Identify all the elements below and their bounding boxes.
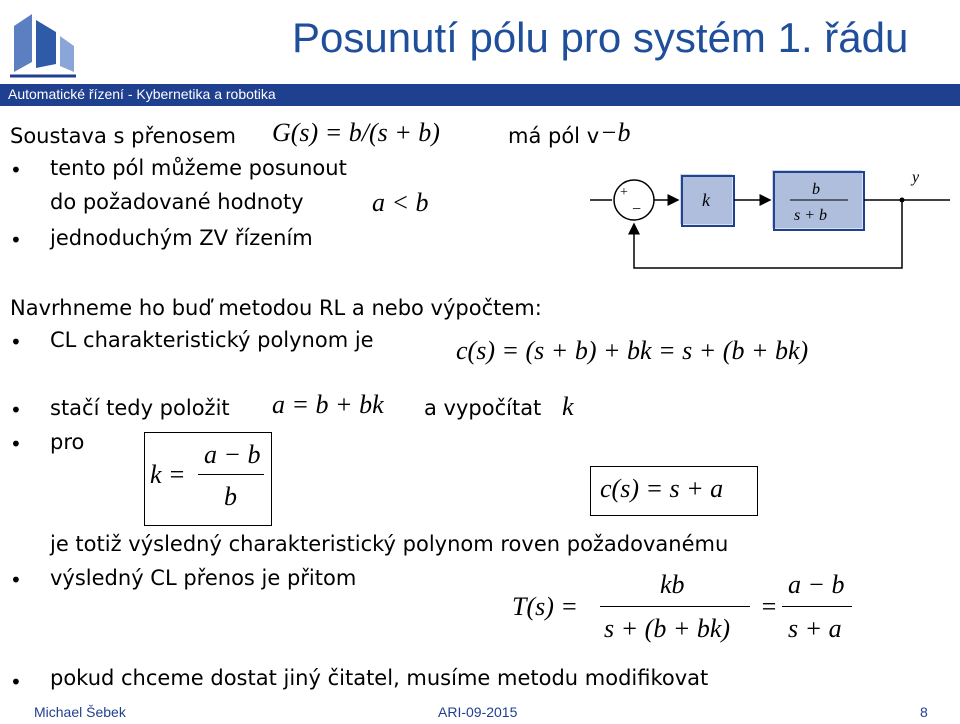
k-formula-lhs: k = (150, 460, 186, 489)
compute-text: a vypočítat (424, 396, 542, 420)
bullet-pole-line2: do požadované hodnoty (50, 190, 304, 214)
intro-text: Soustava s přenosem (10, 124, 237, 148)
compute-variable: k (562, 392, 574, 421)
pole-value: −b (600, 118, 631, 147)
subtitle: Automatické řízení - Kybernetika a robotika (8, 86, 276, 102)
T-numerator-1: kb (660, 570, 685, 599)
bullet-pro: pro (50, 430, 85, 454)
T-denominator-2: s + a (788, 614, 842, 643)
equation-a: a = b + bk (272, 390, 384, 419)
bullet-modify: pokud chceme dostat jiný čitatel, musíme metodu modifikovat (50, 666, 709, 690)
pole-text: má pól v (508, 124, 600, 148)
footer-code: ARI-09-2015 (438, 704, 518, 720)
plant-numerator: b (812, 181, 820, 198)
block-diagram (590, 160, 960, 280)
k-formula-denominator: b (224, 482, 237, 511)
bullet-cl-poly: CL charakteristický polynom je (50, 328, 374, 352)
T-fraction-bar-1 (600, 606, 750, 607)
bullet-marker: • (10, 330, 22, 354)
footer-author: Michael Šebek (34, 704, 126, 720)
note-text: je totiž výsledný charakteristický polynom roven požadovanému (50, 532, 729, 556)
bullet-marker: • (10, 158, 22, 182)
cs-result: c(s) = s + a (600, 474, 724, 503)
T-lhs: T(s) = (512, 592, 578, 621)
transfer-function: G(s) = b/(s + b) (272, 118, 440, 147)
output-label: y (912, 169, 920, 186)
method-intro: Navrhneme ho buď metodou RL a nebo výpočtem: (10, 296, 542, 320)
bullet-cl-transfer: výsledný CL přenos je přitom (50, 566, 357, 590)
ctu-logo-icon (6, 6, 80, 80)
bullet-pole-line1: tento pól můžeme posunout (50, 156, 347, 180)
controller-label: k (702, 190, 710, 210)
bullet-marker: • (10, 670, 22, 694)
plant-denominator: s + b (794, 207, 828, 224)
bullet-marker: • (10, 228, 22, 252)
bullet-marker: • (10, 568, 22, 592)
footer-page-number: 8 (920, 704, 928, 720)
T-equals-2: = (760, 592, 778, 621)
bullet-marker: • (10, 432, 22, 456)
page-title: Posunutí pólu pro systém 1. řádu (292, 14, 909, 61)
bullet-zv: jednoduchým ZV řízením (50, 226, 313, 250)
minus-sign: − (632, 201, 642, 218)
cl-polynomial: c(s) = (s + b) + bk = s + (b + bk) (456, 336, 809, 365)
T-denominator-1: s + (b + bk) (604, 614, 731, 643)
k-formula-bar (198, 474, 264, 475)
T-numerator-2: a − b (788, 570, 845, 599)
T-fraction-bar-2 (782, 606, 852, 607)
k-formula-numerator: a − b (204, 440, 261, 469)
plus-sign: + (620, 185, 628, 200)
target-inequality: a < b (372, 188, 429, 217)
bullet-marker: • (10, 398, 22, 422)
bullet-set-a: stačí tedy položit (50, 396, 230, 420)
